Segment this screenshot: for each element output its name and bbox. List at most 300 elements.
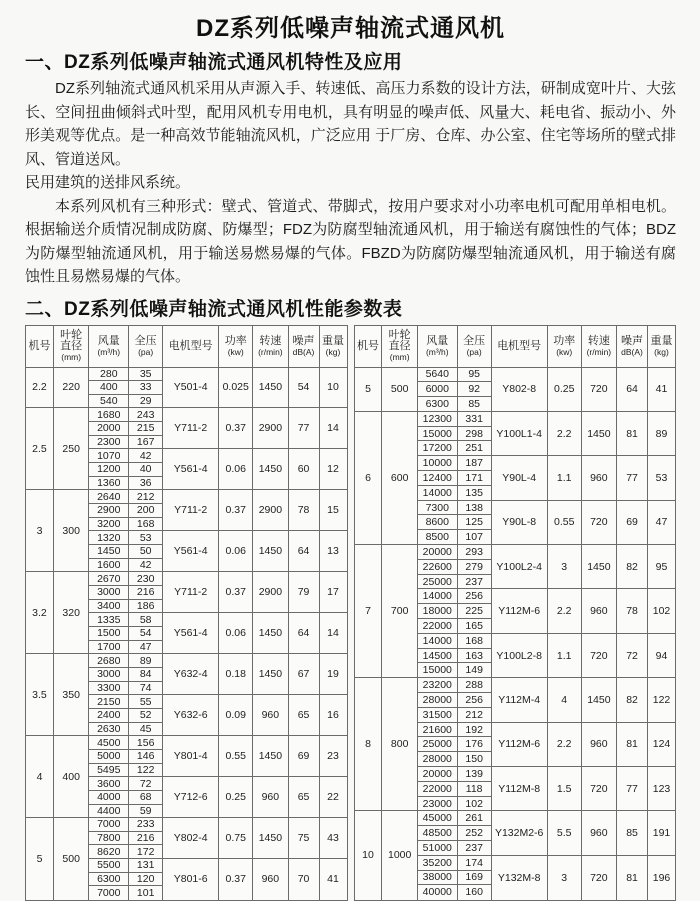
noise-cell: 77 — [617, 456, 648, 500]
weight-cell: 14 — [319, 408, 347, 449]
airflow-cell: 15000 — [417, 426, 457, 441]
noise-cell: 78 — [617, 589, 648, 633]
airflow-cell: 28000 — [417, 693, 457, 708]
airflow-cell: 2400 — [89, 708, 129, 722]
airflow-cell: 400 — [89, 381, 129, 395]
pressure-cell: 53 — [129, 531, 163, 545]
table-row — [26, 654, 348, 668]
airflow-cell: 31500 — [417, 707, 457, 722]
pressure-cell: 74 — [129, 681, 163, 695]
airflow-cell: 17200 — [417, 441, 457, 456]
diameter-cell: 600 — [382, 411, 417, 544]
pressure-cell: 29 — [129, 394, 163, 408]
diameter-cell: 250 — [53, 408, 88, 490]
pressure-cell: 135 — [457, 485, 491, 500]
airflow-cell: 1320 — [89, 531, 129, 545]
pressure-cell: 165 — [457, 619, 491, 634]
airflow-cell: 1600 — [89, 558, 129, 572]
airflow-cell: 2670 — [89, 572, 129, 586]
power-cell: 0.025 — [219, 367, 253, 408]
airflow-cell: 2680 — [89, 654, 129, 668]
airflow-cell: 12300 — [417, 411, 457, 426]
speed-cell: 1450 — [581, 545, 616, 589]
airflow-cell: 1360 — [89, 476, 129, 490]
airflow-cell: 40000 — [417, 885, 457, 900]
speed-cell: 1450 — [253, 367, 288, 408]
noise-cell: 81 — [617, 855, 648, 900]
airflow-cell: 5495 — [89, 763, 129, 777]
airflow-cell: 25000 — [417, 574, 457, 589]
airflow-cell: 2300 — [89, 435, 129, 449]
airflow-cell: 1335 — [89, 613, 129, 627]
weight-cell: 23 — [319, 736, 347, 777]
weight-cell: 124 — [648, 722, 676, 766]
pressure-cell: 156 — [129, 736, 163, 750]
noise-cell: 81 — [617, 411, 648, 455]
speed-cell: 1450 — [253, 736, 288, 777]
pressure-cell: 120 — [129, 872, 163, 886]
airflow-cell: 2640 — [89, 490, 129, 504]
table-row — [26, 490, 348, 504]
pressure-cell: 279 — [457, 559, 491, 574]
noise-cell: 64 — [617, 367, 648, 411]
model-no-cell: 3.2 — [26, 572, 54, 654]
airflow-cell: 8500 — [417, 530, 457, 545]
model-no-cell: 2.5 — [26, 408, 54, 490]
airflow-cell: 25000 — [417, 737, 457, 752]
power-cell: 0.25 — [219, 777, 253, 818]
pressure-cell: 160 — [457, 885, 491, 900]
model-no-cell: 8 — [354, 678, 382, 811]
table-row — [354, 367, 676, 382]
noise-cell: 82 — [617, 545, 648, 589]
motor-model-cell: Y112M-4 — [491, 678, 547, 722]
airflow-cell: 22000 — [417, 619, 457, 634]
pressure-cell: 216 — [129, 831, 163, 845]
noise-cell: 60 — [288, 449, 319, 490]
diameter-cell: 700 — [382, 545, 417, 678]
pressure-cell: 125 — [457, 515, 491, 530]
noise-cell: 65 — [288, 777, 319, 818]
airflow-cell: 20000 — [417, 545, 457, 560]
noise-cell: 70 — [288, 859, 319, 900]
weight-cell: 12 — [319, 449, 347, 490]
pressure-cell: 252 — [457, 826, 491, 841]
airflow-cell: 1700 — [89, 640, 129, 654]
airflow-cell: 6000 — [417, 382, 457, 397]
power-cell: 2.2 — [547, 411, 581, 455]
noise-cell: 69 — [617, 500, 648, 544]
power-cell: 1.1 — [547, 633, 581, 677]
model-no-cell: 3 — [26, 490, 54, 572]
weight-cell: 191 — [648, 811, 676, 855]
pressure-cell: 52 — [129, 708, 163, 722]
airflow-cell: 6300 — [417, 397, 457, 412]
diameter-cell: 800 — [382, 678, 417, 811]
noise-cell: 78 — [288, 490, 319, 531]
pressure-cell: 95 — [457, 367, 491, 382]
airflow-cell: 3000 — [89, 667, 129, 681]
section2-heading: 二、DZ系列低噪声轴流式通风机性能参数表 — [25, 298, 403, 320]
noise-cell: 85 — [617, 811, 648, 855]
pressure-cell: 225 — [457, 604, 491, 619]
motor-model-cell: Y100L1-4 — [491, 411, 547, 455]
column-header: 风量 (m³/h) — [89, 325, 129, 367]
speed-cell: 720 — [581, 855, 616, 900]
column-header: 机号 — [354, 325, 382, 367]
pressure-cell: 149 — [457, 663, 491, 678]
model-no-cell: 3.5 — [26, 654, 54, 736]
pressure-cell: 186 — [129, 599, 163, 613]
motor-model-cell: Y90L-4 — [491, 456, 547, 500]
diameter-cell: 300 — [53, 490, 88, 572]
airflow-cell: 7800 — [89, 831, 129, 845]
noise-cell: 64 — [288, 613, 319, 654]
airflow-cell: 6300 — [89, 872, 129, 886]
power-cell: 0.75 — [219, 818, 253, 859]
speed-cell: 1450 — [253, 613, 288, 654]
power-cell: 0.37 — [219, 408, 253, 449]
model-no-cell: 5 — [26, 818, 54, 900]
airflow-cell: 48500 — [417, 826, 457, 841]
noise-cell: 69 — [288, 736, 319, 777]
weight-cell: 122 — [648, 678, 676, 722]
pressure-cell: 85 — [457, 397, 491, 412]
table-row — [354, 678, 676, 693]
pressure-cell: 167 — [129, 435, 163, 449]
airflow-cell: 21600 — [417, 722, 457, 737]
motor-model-cell: Y501-4 — [163, 367, 219, 408]
pressure-cell: 40 — [129, 463, 163, 477]
airflow-cell: 14000 — [417, 589, 457, 604]
column-header: 机号 — [26, 325, 54, 367]
speed-cell: 960 — [253, 859, 288, 900]
weight-cell: 196 — [648, 855, 676, 900]
motor-model-cell: Y712-6 — [163, 777, 219, 818]
motor-model-cell: Y801-6 — [163, 859, 219, 900]
diameter-cell: 500 — [53, 818, 88, 900]
speed-cell: 1450 — [253, 449, 288, 490]
pressure-cell: 215 — [129, 422, 163, 436]
pressure-cell: 50 — [129, 545, 163, 559]
airflow-cell: 3600 — [89, 777, 129, 791]
motor-model-cell: Y802-4 — [163, 818, 219, 859]
airflow-cell: 45000 — [417, 811, 457, 826]
pressure-cell: 138 — [457, 500, 491, 515]
noise-cell: 82 — [617, 678, 648, 722]
section1-heading: 一、DZ系列低噪声轴流式通风机特性及应用 — [25, 52, 403, 73]
speed-cell: 2900 — [253, 572, 288, 613]
column-header: 噪声 dB(A) — [617, 325, 648, 367]
speed-cell: 1450 — [253, 654, 288, 695]
motor-model-cell: Y711-2 — [163, 408, 219, 449]
motor-model-cell: Y100L2-4 — [491, 545, 547, 589]
noise-cell: 77 — [617, 767, 648, 811]
pressure-cell: 146 — [129, 749, 163, 763]
pressure-cell: 243 — [129, 408, 163, 422]
noise-cell: 65 — [288, 695, 319, 736]
table-row — [26, 818, 348, 832]
airflow-cell: 22000 — [417, 781, 457, 796]
power-cell: 1.1 — [547, 456, 581, 500]
power-cell: 2.2 — [547, 589, 581, 633]
pressure-cell: 89 — [129, 654, 163, 668]
airflow-cell: 2000 — [89, 422, 129, 436]
pressure-cell: 118 — [457, 781, 491, 796]
speed-cell: 1450 — [253, 531, 288, 572]
airflow-cell: 14000 — [417, 485, 457, 500]
pressure-cell: 42 — [129, 449, 163, 463]
table-row — [26, 736, 348, 750]
diameter-cell: 320 — [53, 572, 88, 654]
table-row — [26, 572, 348, 586]
pressure-cell: 92 — [457, 382, 491, 397]
noise-cell: 75 — [288, 818, 319, 859]
pressure-cell: 298 — [457, 426, 491, 441]
motor-model-cell: Y561-4 — [163, 531, 219, 572]
model-no-cell: 5 — [354, 367, 382, 411]
table-row — [354, 811, 676, 826]
column-header: 转速 (r/min) — [253, 325, 288, 367]
column-header: 功率 (kw) — [547, 325, 581, 367]
airflow-cell: 5640 — [417, 367, 457, 382]
motor-model-cell: Y132M-8 — [491, 855, 547, 900]
pressure-cell: 331 — [457, 411, 491, 426]
pressure-cell: 84 — [129, 667, 163, 681]
power-cell: 5.5 — [547, 811, 581, 855]
header-row — [354, 325, 676, 367]
weight-cell: 53 — [648, 456, 676, 500]
model-no-cell: 7 — [354, 545, 382, 678]
pressure-cell: 261 — [457, 811, 491, 826]
pressure-cell: 192 — [457, 722, 491, 737]
power-cell: 0.18 — [219, 654, 253, 695]
airflow-cell: 2630 — [89, 722, 129, 736]
airflow-cell: 18000 — [417, 604, 457, 619]
pressure-cell: 72 — [129, 777, 163, 791]
weight-cell: 41 — [648, 367, 676, 411]
motor-model-cell: Y132M2-6 — [491, 811, 547, 855]
pressure-cell: 176 — [457, 737, 491, 752]
airflow-cell: 38000 — [417, 870, 457, 885]
model-no-cell: 10 — [354, 811, 382, 900]
pressure-cell: 54 — [129, 626, 163, 640]
pressure-cell: 131 — [129, 859, 163, 873]
weight-cell: 102 — [648, 589, 676, 633]
column-header: 叶轮 直径 (mm) — [53, 325, 88, 367]
column-header: 叶轮 直径 (mm) — [382, 325, 417, 367]
pressure-cell: 230 — [129, 572, 163, 586]
speed-cell: 720 — [581, 767, 616, 811]
model-no-cell: 4 — [26, 736, 54, 818]
airflow-cell: 12400 — [417, 471, 457, 486]
diameter-cell: 500 — [382, 367, 417, 411]
speed-cell: 960 — [581, 811, 616, 855]
paragraph-civil-buildings: 民用建筑的送排风系统。 — [25, 174, 191, 191]
power-cell: 0.37 — [219, 572, 253, 613]
speed-cell: 2900 — [253, 490, 288, 531]
page-title: DZ系列低噪声轴流式通风机 — [196, 15, 505, 42]
power-cell: 0.37 — [219, 490, 253, 531]
airflow-cell: 3300 — [89, 681, 129, 695]
header-row — [26, 325, 348, 367]
table-row — [26, 408, 348, 422]
weight-cell: 22 — [319, 777, 347, 818]
airflow-cell: 8620 — [89, 845, 129, 859]
weight-cell: 94 — [648, 633, 676, 677]
pressure-cell: 174 — [457, 855, 491, 870]
pressure-cell: 139 — [457, 767, 491, 782]
table-row — [354, 411, 676, 426]
speed-cell: 960 — [253, 695, 288, 736]
diameter-cell: 400 — [53, 736, 88, 818]
column-header: 全压 (pa) — [457, 325, 491, 367]
column-header: 电机型号 — [491, 325, 547, 367]
noise-cell: 64 — [288, 531, 319, 572]
airflow-cell: 14500 — [417, 648, 457, 663]
motor-model-cell: Y711-2 — [163, 572, 219, 613]
power-cell: 0.25 — [547, 367, 581, 411]
column-header: 电机型号 — [163, 325, 219, 367]
power-cell: 2.2 — [547, 722, 581, 766]
model-no-cell: 6 — [354, 411, 382, 544]
performance-tables — [25, 325, 676, 901]
weight-cell: 95 — [648, 545, 676, 589]
performance-table-left — [25, 325, 348, 901]
noise-cell: 77 — [288, 408, 319, 449]
weight-cell: 13 — [319, 531, 347, 572]
airflow-cell: 22600 — [417, 559, 457, 574]
motor-model-cell: Y711-2 — [163, 490, 219, 531]
pressure-cell: 288 — [457, 678, 491, 693]
power-cell: 0.06 — [219, 613, 253, 654]
motor-model-cell: Y632-6 — [163, 695, 219, 736]
pressure-cell: 42 — [129, 558, 163, 572]
noise-cell: 81 — [617, 722, 648, 766]
pressure-cell: 36 — [129, 476, 163, 490]
airflow-cell: 10000 — [417, 456, 457, 471]
power-cell: 0.37 — [219, 859, 253, 900]
weight-cell: 15 — [319, 490, 347, 531]
airflow-cell: 2900 — [89, 504, 129, 518]
weight-cell: 89 — [648, 411, 676, 455]
airflow-cell: 28000 — [417, 752, 457, 767]
speed-cell: 960 — [581, 589, 616, 633]
power-cell: 0.09 — [219, 695, 253, 736]
motor-model-cell: Y100L2-8 — [491, 633, 547, 677]
airflow-cell: 280 — [89, 367, 129, 381]
performance-table-right — [354, 325, 677, 901]
paragraph-features: DZ系列轴流式通风机采用从声源入手、转速低、高压力系数的设计方法，研制成宽叶片、大弦长、空间扭曲倾斜式叶型，配用风机专用电机，具有明显的噪声低、风量大、耗电省、振动小、外形美观等优点。是一种高效节能轴流风机，广泛应用 于厂房、仓库、办公室、住宅等场所的壁式排风、管道送风。 — [25, 80, 676, 168]
motor-model-cell: Y112M-8 — [491, 767, 547, 811]
motor-model-cell: Y802-8 — [491, 367, 547, 411]
airflow-cell: 3400 — [89, 599, 129, 613]
motor-model-cell: Y112M-6 — [491, 722, 547, 766]
pressure-cell: 237 — [457, 841, 491, 856]
airflow-cell: 23000 — [417, 796, 457, 811]
speed-cell: 720 — [581, 500, 616, 544]
pressure-cell: 107 — [457, 530, 491, 545]
pressure-cell: 293 — [457, 545, 491, 560]
speed-cell: 720 — [581, 367, 616, 411]
airflow-cell: 3000 — [89, 586, 129, 600]
pressure-cell: 102 — [457, 796, 491, 811]
column-header: 转速 (r/min) — [581, 325, 616, 367]
motor-model-cell: Y561-4 — [163, 613, 219, 654]
speed-cell: 960 — [253, 777, 288, 818]
airflow-cell: 1680 — [89, 408, 129, 422]
airflow-cell: 2150 — [89, 695, 129, 709]
noise-cell: 79 — [288, 572, 319, 613]
table-row — [26, 367, 348, 381]
airflow-cell: 5000 — [89, 749, 129, 763]
airflow-cell: 20000 — [417, 767, 457, 782]
pressure-cell: 33 — [129, 381, 163, 395]
motor-model-cell: Y90L-8 — [491, 500, 547, 544]
weight-cell: 47 — [648, 500, 676, 544]
speed-cell: 960 — [581, 456, 616, 500]
pressure-cell: 212 — [129, 490, 163, 504]
column-header: 重量 (kg) — [319, 325, 347, 367]
airflow-cell: 7000 — [89, 818, 129, 832]
pressure-cell: 45 — [129, 722, 163, 736]
pressure-cell: 237 — [457, 574, 491, 589]
airflow-cell: 1070 — [89, 449, 129, 463]
airflow-cell: 1500 — [89, 626, 129, 640]
pressure-cell: 200 — [129, 504, 163, 518]
pressure-cell: 35 — [129, 367, 163, 381]
column-header: 重量 (kg) — [648, 325, 676, 367]
table-row — [354, 545, 676, 560]
pressure-cell: 251 — [457, 441, 491, 456]
power-cell: 1.5 — [547, 767, 581, 811]
airflow-cell: 23200 — [417, 678, 457, 693]
airflow-cell: 15000 — [417, 663, 457, 678]
pressure-cell: 172 — [129, 845, 163, 859]
pressure-cell: 233 — [129, 818, 163, 832]
diameter-cell: 220 — [53, 367, 88, 408]
pressure-cell: 256 — [457, 693, 491, 708]
weight-cell: 19 — [319, 654, 347, 695]
weight-cell: 16 — [319, 695, 347, 736]
diameter-cell: 1000 — [382, 811, 417, 900]
power-cell: 0.55 — [547, 500, 581, 544]
weight-cell: 14 — [319, 613, 347, 654]
motor-model-cell: Y561-4 — [163, 449, 219, 490]
airflow-cell: 5500 — [89, 859, 129, 873]
pressure-cell: 47 — [129, 640, 163, 654]
airflow-cell: 4400 — [89, 804, 129, 818]
airflow-cell: 51000 — [417, 841, 457, 856]
weight-cell: 17 — [319, 572, 347, 613]
pressure-cell: 212 — [457, 707, 491, 722]
pressure-cell: 216 — [129, 586, 163, 600]
airflow-cell: 7300 — [417, 500, 457, 515]
power-cell: 4 — [547, 678, 581, 722]
speed-cell: 1450 — [253, 818, 288, 859]
weight-cell: 123 — [648, 767, 676, 811]
motor-model-cell: Y632-4 — [163, 654, 219, 695]
pressure-cell: 59 — [129, 804, 163, 818]
airflow-cell: 540 — [89, 394, 129, 408]
column-header: 噪声 dB(A) — [288, 325, 319, 367]
pressure-cell: 168 — [129, 517, 163, 531]
model-no-cell: 2.2 — [26, 367, 54, 408]
pressure-cell: 101 — [129, 886, 163, 900]
pressure-cell: 55 — [129, 695, 163, 709]
speed-cell: 2900 — [253, 408, 288, 449]
column-header: 全压 (pa) — [129, 325, 163, 367]
